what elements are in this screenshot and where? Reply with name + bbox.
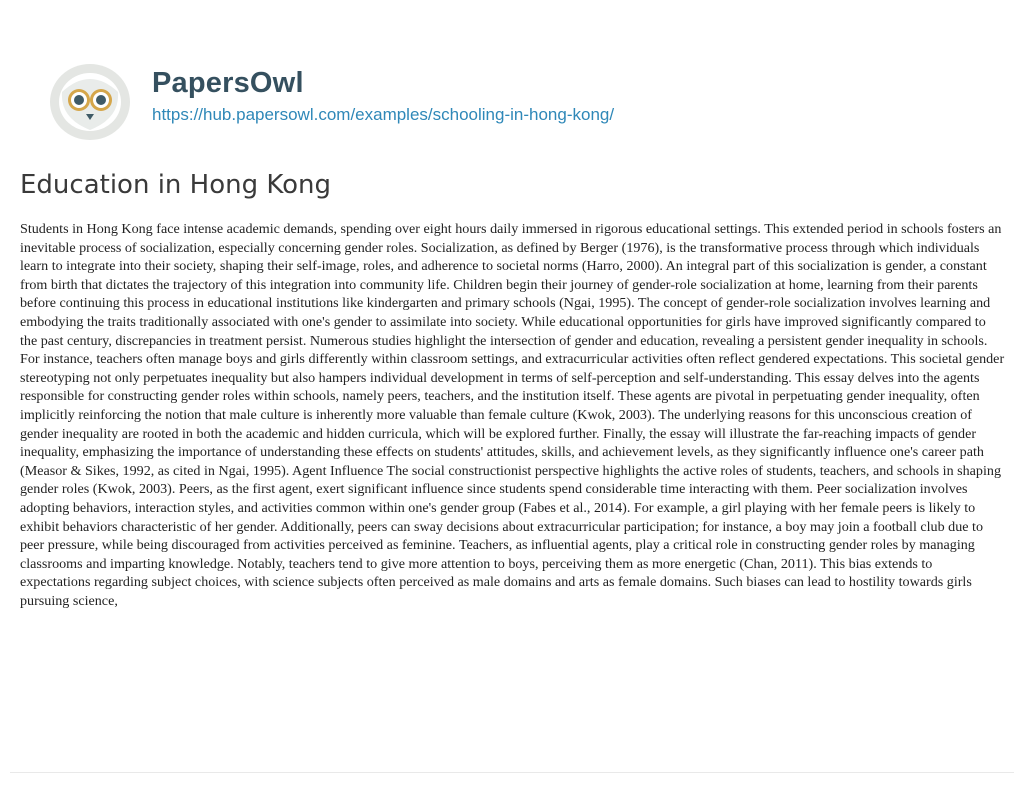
header — [48, 60, 948, 140]
document-title: Education in Hong Kong — [20, 170, 332, 200]
owl-logo-icon — [48, 62, 132, 142]
source-link[interactable]: https://hub.papersowl.com/examples/schooling-in-hong-kong/ — [152, 105, 615, 124]
page-divider — [10, 772, 1014, 773]
brand-name: PapersOwl — [152, 67, 304, 99]
document-body: Students in Hong Kong face intense academic demands, spending over eight hours daily immersed in rigorous educational settings. This extended period in schools fosters an inevitable process of socialization, especially concerning gender roles. Socialization, as defined by Berger (1976), is the transformative process through which individuals learn to integrate into their society, shaping their self-image, roles, and adherence to societal norms (Harro, 2000). An integral part of this socialization is gender, a constant from birth that dictates the trajectory of this integration into community life. Children begin their journey of gender-role socialization at home, learning from their parents before continuing this process in educational institutions like kindergarten and primary schools (Ngai, 1995). The concept of gender-role socialization involves learning and embodying the traits traditionally associated with one's gender to assimilate into society. While educational opportunities for girls have improved significantly compared to the past century, discrepancies in treatment persist. Numerous studies highlight the intersection of gender and education, revealing a persistent gender inequality in schools. For instance, teachers often manage boys and girls differently within classroom settings, and extracurricular activities often reflect gendered expectations. This societal gender stereotyping not only perpetuates inequality but also hampers individual development in terms of self-perception and self-understanding. This essay delves into the agents responsible for constructing gender roles within schools, namely peers, teachers, and the institution itself. These agents are pivotal in perpetuating gender inequality, often implicitly reinforcing the notion that male culture is inherently more valuable than female culture (Kwok, 2003). The underlying reasons for this unconscious creation of gender inequality are rooted in both the academic and hidden curricula, which will be explored further. Finally, the essay will illustrate the far-reaching impacts of gender inequality, emphasizing the importance of understanding these effects on students' attitudes, skills, and achievement levels, as they significantly influence one's career path (Measor & Sikes, 1992, as cited in Ngai, 1995). Agent Influence The social constructionist perspective highlights the active roles of students, teachers, and schools in shaping gender roles (Kwok, 2003). Peers, as the first agent, exert significant influence since students spend considerable time interacting with them. Peer socialization involves adopting behaviors, interaction styles, and activities common within one's gender group (Fabes et al., 2014). For example, a girl playing with her female peers is likely to exhibit behaviors characteristic of her gender. Additionally, peers can sway decisions about extracurricular participation; for instance, a boy may join a football club due to peer pressure, while being discouraged from activities perceived as feminine. Teachers, as influential agents, play a critical role in constructing gender roles by managing classrooms and imparting knowledge. Notably, teachers tend to give more attention to boys, perceiving them as more energetic (Chan, 2011). This bias extends to expectations regarding subject choices, with science subjects often perceived as male domains and arts as female domains. Such biases can lead to hostility towards girls pursuing science, — [20, 221, 1005, 609]
